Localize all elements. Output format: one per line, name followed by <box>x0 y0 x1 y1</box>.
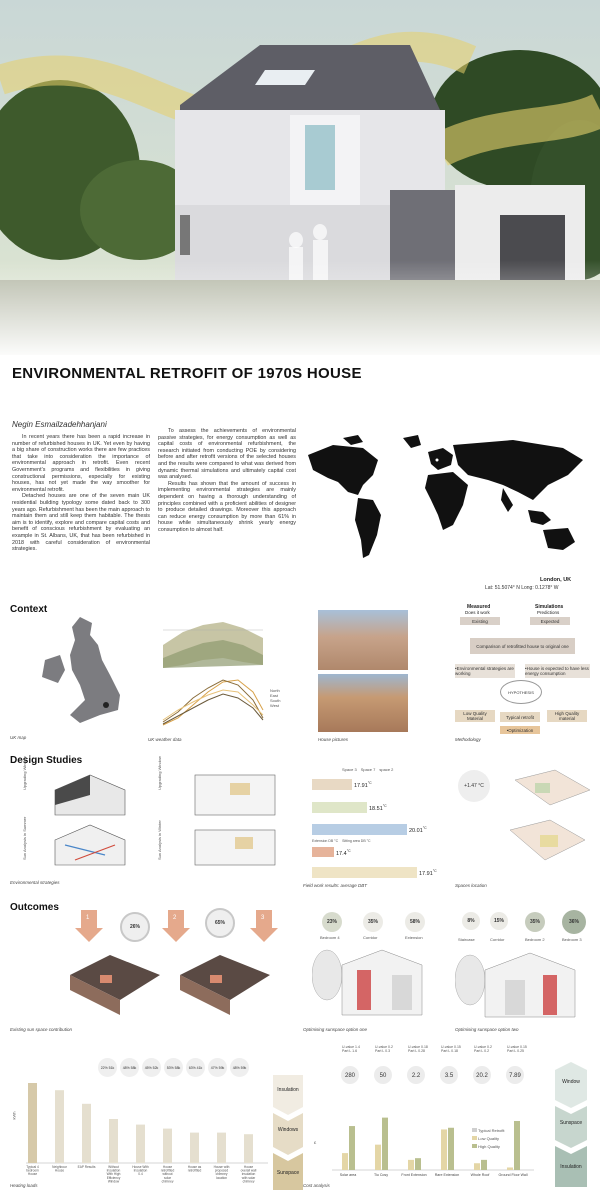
uvalue: U-value 0.15 Part L 0.18 <box>441 1045 461 1053</box>
cost-category-label: Rare Extension <box>434 1173 460 1177</box>
cost-chart <box>312 1045 537 1185</box>
heating-bubble: 22% 51k <box>98 1058 117 1077</box>
chevron-label: Window <box>562 1079 580 1085</box>
opt-two-label: Corridor <box>490 937 505 942</box>
opt-two-circle: 36% <box>562 910 586 934</box>
sun-space-drawing <box>60 945 290 1020</box>
heating-bar <box>109 1119 118 1163</box>
method-low-quality: Low Quality Material <box>455 710 495 722</box>
caption-opt-one: Optimising sunspace option one <box>303 1027 368 1032</box>
opt-one-label: Extension <box>405 935 423 940</box>
heating-category-label: EAP Results <box>77 1165 96 1169</box>
cost-bubble-label: 2.2 <box>411 1073 421 1079</box>
label-upgrading-window-2: Upgrading Window <box>157 756 162 790</box>
cost-bar <box>415 1158 421 1170</box>
method-measured: Measured <box>467 604 491 610</box>
cost-bar <box>349 1126 355 1170</box>
cost-bubble-label: 3.5 <box>444 1073 454 1079</box>
cost-bar <box>448 1128 454 1170</box>
method-optimization: •Optimization <box>500 726 540 734</box>
opt-one-circle: 35% <box>363 912 383 932</box>
opt-two-label: Bedroom 2 <box>525 937 545 942</box>
caption-opt-two: Optimising sunspace option two <box>455 1027 519 1032</box>
heating-bubble: 47% 59k <box>208 1058 227 1077</box>
uvalue: U-value 0.2 Part L 0.3 <box>375 1045 393 1053</box>
method-expected: Expected <box>530 617 570 625</box>
method-typical: Typical retrofit <box>500 712 540 722</box>
cost-bubble-label: 20.2 <box>476 1073 488 1079</box>
intro-col-1 <box>12 434 150 553</box>
house-picture-before <box>318 610 408 670</box>
cost-bar <box>474 1163 480 1170</box>
cost-bar <box>382 1118 388 1170</box>
cost-bar <box>408 1160 414 1170</box>
design-drawing-2 <box>175 765 285 875</box>
cost-bar <box>514 1121 520 1170</box>
house-render <box>0 0 600 355</box>
cost-category-label: Ground Floor Wall <box>498 1173 528 1177</box>
section-context: Context <box>10 604 48 615</box>
chevron-label: Sunspace <box>559 1120 583 1126</box>
hero-image <box>0 0 600 355</box>
field-legend <box>342 767 393 772</box>
opt-one-circle: 58% <box>405 912 425 932</box>
caption-sun-space: Existing sun space contribution <box>10 1027 73 1032</box>
cost-bubble-label: 50 <box>379 1073 387 1079</box>
chevron-label: Windows <box>277 1127 299 1133</box>
section-design: Design Studies <box>10 755 83 766</box>
heating-category-label: House With Insulation 0.4 <box>132 1165 149 1177</box>
cost-bar <box>375 1145 381 1170</box>
spaces-badge: +1.47 °C <box>458 770 490 802</box>
uvalue: U-value 0.15 Part L 0.25 <box>507 1045 527 1053</box>
legend-item: Space 7 <box>360 767 376 772</box>
legend-item: Space 3 <box>342 767 357 772</box>
page-title: ENVIRONMENTAL RETROFIT OF 1970S HOUSE <box>12 365 362 382</box>
arrow-3: 3 <box>250 910 278 942</box>
heating-bar <box>136 1125 145 1163</box>
heating-bubble: 53% 58k <box>164 1058 183 1077</box>
right-chevrons <box>555 1062 587 1187</box>
intro-paragraph: Detached houses are one of the seven main UK residential building typology some dated back to 300 years ago. Refurbishment has been the main approach to maintain them and still keep them habitable. The thesis aim is to identify, explore and compare capital costs and benefit of conscious refurbishment by evaluating an example in St. Albans, UK, that has been refurbished in 2018 with careful consideration of environmental strategies. <box>12 493 150 553</box>
heating-category-label: House with proposed chimney location <box>213 1165 230 1180</box>
world-map <box>303 430 593 575</box>
opt-two-circle: 15% <box>490 912 508 930</box>
field-sublegend: Extension DB °C Sitting area DB °C <box>312 839 371 843</box>
field-bar <box>312 847 334 857</box>
field-bar <box>312 779 352 790</box>
chevron-label: Insulation <box>277 1087 299 1093</box>
cost-legend: Typical Retrofit Low Quality High Quality <box>472 1127 505 1151</box>
method-simulations: Simulations <box>535 604 564 610</box>
heating-bubble: 45% 52k <box>142 1058 161 1077</box>
cost-category-label: Solar area <box>339 1173 357 1177</box>
uvalue: U-value 0.2 Part L 0.2 <box>474 1045 492 1053</box>
heating-bar <box>163 1129 172 1163</box>
caption-weather: UK weather data <box>148 737 182 742</box>
field-bar <box>312 824 407 835</box>
field-bar-label: $17.91^{^\circ C}$ <box>354 781 372 789</box>
weather-chart <box>148 610 293 735</box>
weather-legend: North East South West <box>270 688 281 708</box>
heating-bar <box>55 1090 64 1163</box>
caption-cost: Cost analysis <box>303 1183 330 1188</box>
arrow-2: 2 <box>162 910 190 942</box>
opt-one-label: Bedroom 4 <box>320 935 340 940</box>
heating-bar <box>82 1104 91 1163</box>
method-house-expected: •House is expected to have less energy consumption <box>525 666 589 676</box>
left-chevrons <box>273 1075 303 1190</box>
chevron-label: Sunspace <box>276 1170 300 1176</box>
arrow-1: 1 <box>75 910 103 942</box>
cost-category-label: Whole Roof <box>470 1173 490 1177</box>
method-predictions: Predictions <box>537 610 560 615</box>
field-bar <box>312 802 367 813</box>
field-bar-label: $17.4^{^\circ C}$ <box>336 849 351 857</box>
circle-26: 26% <box>120 912 150 942</box>
cost-bar <box>441 1129 447 1170</box>
opt-one-label: Corridor <box>363 935 378 940</box>
field-bar-label: $18.51^{^\circ C}$ <box>369 804 387 812</box>
intro-paragraph: In recent years there has been a rapid increase in number of refurbished houses in UK. Yet even by having a big share of construction works there are few practices that take into consideration the importance of environmental approach in retrofit. Even recent Government's programs and flexibilities in giving constructional permissions, especially for existing houses, has not yet made the way smoother for environmental retrofit. <box>12 434 150 493</box>
opt-two-drawing <box>455 945 595 1020</box>
heating-category-label: House overall wall insulation with solar chimney <box>240 1165 257 1183</box>
cost-bar <box>507 1167 513 1170</box>
section-outcomes: Outcomes <box>10 902 59 913</box>
opt-two-circle: 8% <box>462 912 480 930</box>
method-does-it-work: Does it work <box>465 610 490 615</box>
heating-category-label: House as retrofitted <box>187 1165 202 1173</box>
caption-field-work: Field work results: average DBT <box>303 883 368 888</box>
heating-category-label: Typical 4 bedroom House <box>26 1165 39 1177</box>
label-sun-summer: Sun Analysis in Summer <box>22 816 27 860</box>
heating-category-label: House retrofitted without solar chimney <box>160 1165 175 1183</box>
house-picture-after <box>318 674 408 732</box>
opt-one-drawing <box>312 940 442 1020</box>
intro-paragraph: Results has shown that the amount of success in implementing environmental strategies are mainly dependent on having a thorough understanding of principles combined with a proficient abilities of designer to produce detailed drawings. Moreover this approach can reduce energy consumption by more than 61% in house while simultaneously shrink yearly energy consumption to almost half. <box>158 480 296 533</box>
circle-65: 65% <box>205 908 235 938</box>
cost-bars <box>312 1045 537 1185</box>
heating-bar <box>28 1083 37 1163</box>
opt-two-circle: 35% <box>525 912 545 932</box>
cost-bar <box>342 1153 348 1170</box>
chevron-label: Insulation <box>560 1164 582 1170</box>
caption-house-pictures: House pictures <box>318 737 349 742</box>
heating-bubble: 48% 59k <box>230 1058 249 1077</box>
heating-bar <box>244 1134 253 1163</box>
heating-bars <box>10 1058 270 1183</box>
heating-ylabel: kWh <box>11 1111 17 1120</box>
uvalue: U-value 0.18 Part L 0.28 <box>408 1045 428 1053</box>
methodology <box>455 604 595 739</box>
uvalue: U-value 1.4 Part L 1.6 <box>342 1045 360 1053</box>
method-comparison: Comparison of retrofitted house to original one <box>470 638 575 654</box>
legend-item: space 2 <box>379 767 394 772</box>
label-upgrading-window: Upgrading Window <box>22 756 27 790</box>
method-existing: Existing <box>460 617 500 625</box>
label-sun-winter: Sun Analysis in Winter <box>157 820 162 860</box>
field-bar-label: $20.01^{^\circ C}$ <box>409 826 427 834</box>
intro-paragraph: To assess the achievements of environmental passive strategies, for energy consumption as well as capital costs of environmental refurbishment, the research initiated from conducting POE by considering before and after retrofit versions of the selected houses and the results were compared to what was derived from dynamic thermal simulations and ultimately capital cost was analysed. <box>158 428 296 481</box>
intro-col-2 <box>158 428 296 534</box>
caption-heating: Heating loads <box>10 1183 38 1188</box>
heating-bubble: 63% 41k <box>186 1058 205 1077</box>
cost-category-label: Tiu Cosy <box>373 1173 389 1177</box>
field-bar <box>312 867 417 878</box>
heating-category-label: Neighbour House <box>52 1165 67 1173</box>
cost-bar <box>481 1160 487 1170</box>
uk-map <box>30 615 130 730</box>
method-env-working: •Environmental strategies are working <box>455 666 514 676</box>
method-hypothesis: HYPOTHESIS <box>500 680 542 704</box>
design-drawing-1 <box>45 765 145 875</box>
opt-two-label: Staircase <box>458 937 475 942</box>
heating-category-label: Without Insulation With High Efficiency Window <box>106 1165 121 1183</box>
caption-env-strategies: Environmental strategies <box>10 880 60 885</box>
caption-methodology: Methodology <box>455 737 481 742</box>
author: Negin Esmailzadehhanjani <box>12 420 107 429</box>
heating-bar <box>190 1133 199 1163</box>
cost-ylabel: £ <box>314 1140 317 1145</box>
heating-chart <box>10 1058 270 1183</box>
cost-bubble-label: 280 <box>344 1073 356 1079</box>
opt-one-circle: 23% <box>322 912 342 932</box>
field-work-chart <box>312 765 442 880</box>
caption-spaces-location: Spaces location <box>455 883 487 888</box>
cost-bubble-label: 7.89 <box>509 1073 521 1079</box>
heating-bubble: 48% 58k <box>120 1058 139 1077</box>
map-coords: Lat: 51.5074° N Long: 0.1278° W <box>485 585 559 591</box>
map-city: London, UK <box>540 577 572 583</box>
field-bar-label: $17.91^{^\circ C}$ <box>419 869 437 877</box>
spaces-plan <box>495 765 595 880</box>
cost-category-label: Front Extension <box>401 1173 427 1177</box>
opt-two-label: Bedroom 3 <box>562 937 582 942</box>
caption-uk-map: UK map <box>10 735 27 740</box>
heating-bar <box>217 1133 226 1163</box>
method-high-quality: High Quality material <box>547 710 587 722</box>
